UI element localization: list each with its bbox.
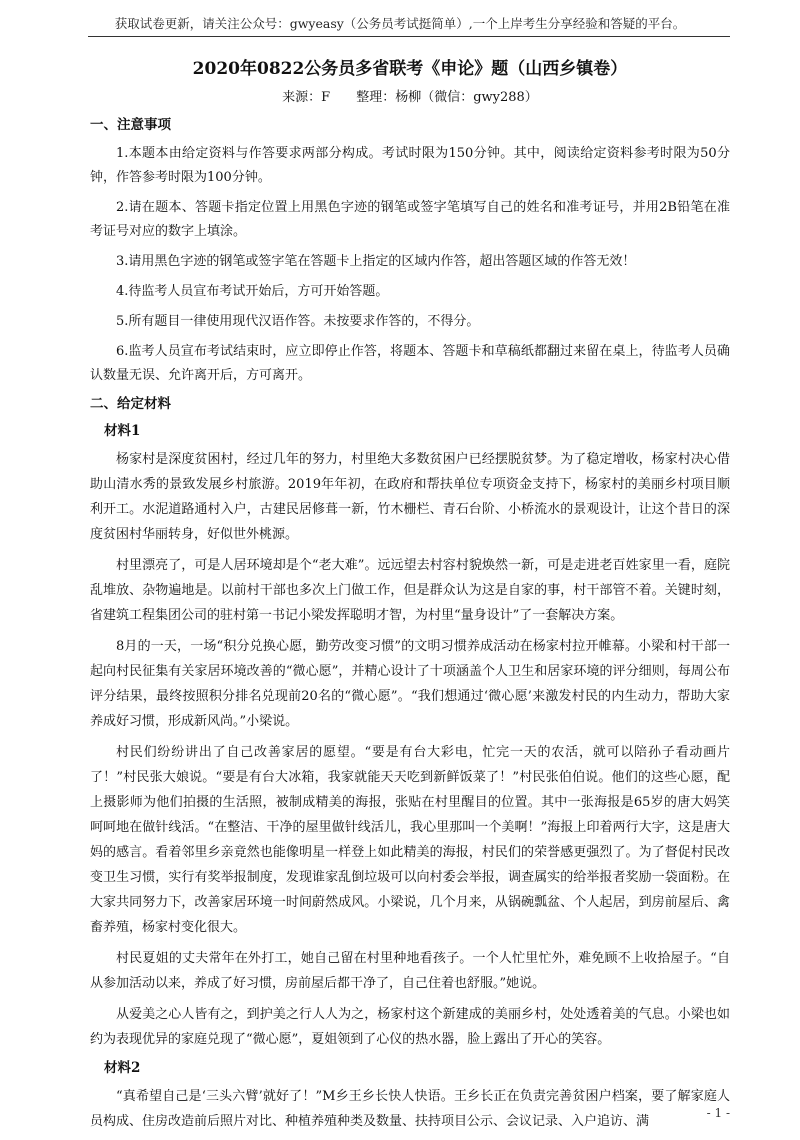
material-paragraph: 从爱美之心人皆有之，到护美之行人人为之，杨家村这个新建成的美丽乡村，处处透着美的气息。小梁也如约为表现优异的家庭兑现了“微心愿”，夏姐领到了心仪的热水器，脸上露出了开心的笑容。 <box>90 1007 730 1047</box>
material-heading: 材料2 <box>104 1060 141 1076</box>
page-title: 2020年0822公务员多省联考《申论》题（山西乡镇卷） <box>192 59 628 79</box>
notice-item: 5.所有题目一律使用现代汉语作答。未按要求作答的，不得分。 <box>116 314 480 329</box>
material-paragraph: 村民们纷纷讲出了自己改善家居的愿望。“要是有台大彩电，忙完一天的农活，就可以陪孙子看动画片了！”村民张大娘说。“要是有台大冰箱，我家就能天天吃到新鲜饭菜了！”村民张伯伯说。他们的这些心愿，配上摄影师为他们拍摄的生活照，被制成精美的海报，张贴在村里醒目的位置。其中一张海报是65岁的唐大妈笑呵呵地在做针线活。“在整洁、干净的屋里做针线活儿，我心里那叫一个美啊！”海报上印着两行大字，这是唐大妈的感言。看着邻里乡亲竟然也能像明星一样登上如此精美的海报，村民们的荣誉感更强烈了。为了督促村民改变卫生习惯，实行有奖举报制度，发现谁家乱倒垃圾可以向村委会举报，调查属实的给举报者奖励一袋面粉。在大家共同努力下，改善家居环境一时间蔚然成风。小梁说，几个月来，从锅碗瓢盆、个人起居，到房前屋后、禽畜养殖，杨家村变化很大。 <box>90 745 730 935</box>
material-paragraph: 村里漂亮了，可是人居环境却是个“老大难”。远远望去村容村貌焕然一新，可是走进老百姓家里一看，庭院乱堆放、杂物遍地是。以前村干部也多次上门做工作，但是群众认为这是自家的事，村干部管不着。关键时刻，省建筑工程集团公司的驻村第一书记小梁发挥聪明才智，为村里“量身设计”了一套解决方案。 <box>90 558 730 623</box>
header-divider <box>88 36 730 37</box>
document-body <box>90 58 730 1140</box>
notice-item: 1.本题本由给定资料与作答要求两部分构成。考试时限为150分钟。其中，阅读给定资料参考时限为50分钟，作答参考时限为100分钟。 <box>90 146 730 185</box>
material-paragraph: 杨家村是深度贫困村，经过几年的努力，村里绝大多数贫困户已经摆脱贫梦。为了稳定增收，杨家村决心借助山清水秀的景致发展乡村旅游。2019年年初，在政府和帮扶单位专项资金支持下，杨家村的美丽乡村项目顺利开工。水泥道路通村入户，古建民居修葺一新，竹木栅栏、青石台阶、小桥流水的景观设计，让这个昔日的深度贫困村华丽转身，好似世外桃源。 <box>90 452 730 542</box>
material-paragraph: 村民夏姐的丈夫常年在外打工，她自己留在村里种地看孩子。一个人忙里忙外，难免顾不上收拾屋子。“自从参加活动以来，养成了好习惯，房前屋后都干净了，自己住着也舒服。”她说。 <box>90 951 730 991</box>
material-heading: 材料1 <box>104 423 141 439</box>
notice-item: 4.待监考人员宣布考试开始后，方可开始答题。 <box>116 284 389 299</box>
section-heading-materials: 二、给定材料 <box>90 396 171 412</box>
notice-item: 2.请在题本、答题卡指定位置上用黑色字迹的钢笔或签字笔填写自己的姓名和准考证号，并用2B铅笔在准考证号对应的数字上填涂。 <box>90 200 730 239</box>
material-paragraph: “真希望自己是‘三头六臂’就好了！”M乡王乡长快人快语。王乡长正在负责完善贫困户档案，要了解家庭人员构成、住房改造前后照片对比、种植养殖种类及数量、扶持项目公示、会议记录、入户追访、满 <box>90 1089 730 1129</box>
notice-item: 6.监考人员宣布考试结束时，应立即停止作答，将题本、答题卡和草稿纸都翻过来留在桌上，待监考人员确认数量无误、允许离开后，方可离开。 <box>90 344 730 383</box>
page-subtitle: 来源：F 整理：杨柳（微信：gwy288） <box>282 90 538 105</box>
notice-item: 3.请用黑色字迹的钢笔或签字笔在答题卡上指定的区域内作答，超出答题区域的作答无效！ <box>116 254 636 269</box>
page-number: - 1 - <box>706 1106 730 1120</box>
header-note: 获取试卷更新，请关注公众号：gwyeasy（公务员考试挺简单）,一个上岸考生分享经验和答疑的平台。 <box>114 16 686 31</box>
material-paragraph: 8月的一天，一场“积分兑换心愿，勤劳改变习惯”的文明习惯养成活动在杨家村拉开帷幕。小梁和村干部一起向村民征集有关家居环境改善的“微心愿”，并精心设计了十项涵盖个人卫生和居家环境的评分细则，每周公布评分结果，最终按照积分排名兑现前20名的“微心愿”。“我们想通过‘微心愿’来激发村民的内生动力，帮助大家养成好习惯，形成新风尚。”小梁说。 <box>90 639 730 729</box>
section-heading-notes: 一、注意事项 <box>90 117 171 133</box>
